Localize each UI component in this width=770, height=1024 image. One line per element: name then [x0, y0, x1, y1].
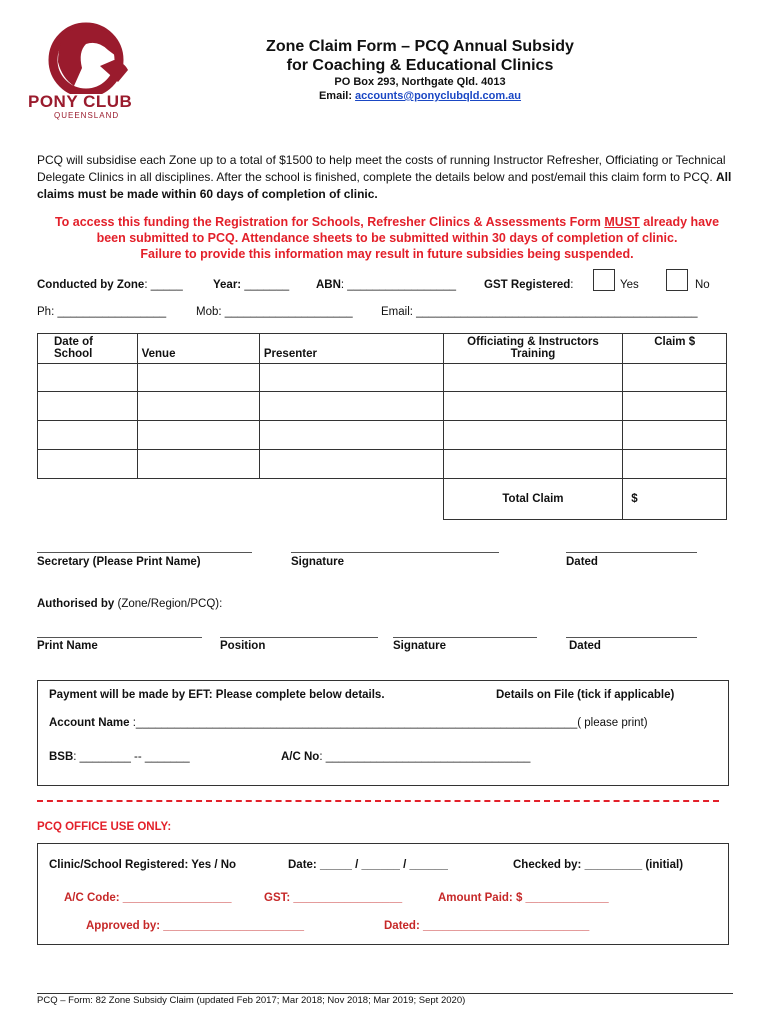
- col-presenter: Presenter: [259, 334, 443, 364]
- gst-no-label: No: [695, 279, 710, 291]
- table-row[interactable]: [38, 364, 727, 392]
- authorised-by-label: Authorised by (Zone/Region/PCQ):: [37, 598, 223, 610]
- table-row[interactable]: [38, 450, 727, 479]
- amount-paid-field[interactable]: Amount Paid: $ _____________: [438, 892, 609, 904]
- secretary-signature-label: Signature: [291, 556, 345, 568]
- total-claim-value[interactable]: $: [623, 479, 727, 520]
- email-field[interactable]: Email: ____________________________________________: [381, 306, 698, 318]
- clinic-registered[interactable]: Clinic/School Registered: Yes / No: [49, 859, 237, 871]
- col-date-of-school: Date of School: [38, 334, 138, 364]
- col-venue: Venue: [137, 334, 259, 364]
- checked-by[interactable]: Checked by: _________ (initial): [513, 859, 684, 871]
- office-use-title: PCQ OFFICE USE ONLY:: [37, 821, 172, 833]
- gst-yes-label: Yes: [620, 279, 639, 291]
- print-name-label: Print Name: [37, 640, 98, 652]
- approved-dated-field[interactable]: Dated: __________________________: [384, 920, 590, 932]
- bsb-field[interactable]: BSB: ________ -- _______: [49, 751, 190, 763]
- details-on-file[interactable]: Details on File (tick if applicable): [496, 689, 675, 701]
- intro-paragraph: PCQ will subsidise each Zone up to a total of $1500 to help meet the costs of running Instructor Refresher, Officiating or Technical Delegate Clinics in all disciplines. After the school is finished, complete the details below and post/email this claim form to PCQ. All claims must be made within 60 days of completion of clinic.: [37, 153, 732, 201]
- logo-wordmark: PONY CLUB: [28, 92, 133, 111]
- email-line: Email: accounts@ponyclubqld.com.au: [318, 90, 522, 102]
- authoriser-dated-label: Dated: [569, 640, 601, 652]
- secretary-dated-label: Dated: [566, 556, 598, 568]
- email-link[interactable]: accounts@ponyclubqld.com.au: [355, 90, 522, 102]
- pony-club-logo: [28, 22, 143, 122]
- table-row[interactable]: [38, 421, 727, 450]
- header-contact: [200, 75, 640, 103]
- table-header-row: [38, 334, 727, 364]
- table-row[interactable]: [38, 392, 727, 421]
- authoriser-signature-label: Signature: [393, 640, 447, 652]
- zone-field[interactable]: Conducted by Zone: _____: [37, 279, 183, 291]
- ac-no-field[interactable]: A/C No: ________________________________: [281, 751, 531, 763]
- gst-yes-checkbox[interactable]: [593, 269, 615, 291]
- secretary-name-label: Secretary (Please Print Name): [37, 556, 201, 568]
- horse-head-icon: [28, 22, 143, 94]
- logo-subtext: QUEENSLAND: [54, 111, 120, 120]
- funding-notice: To access this funding the Registration for Schools, Refresher Clinics & Assessments Form MUST already have been submitted to PCQ. Attendance sheets to be submitted within 30 days of completion of clinic. Failure to provide this information may result in future subsidies being suspended.: [54, 215, 720, 261]
- form-title: Zone Claim Form – PCQ Annual Subsidy for Coaching & Educational Clinics: [266, 38, 574, 74]
- year-field[interactable]: Year: _______: [213, 279, 290, 291]
- gst-no-checkbox[interactable]: [666, 269, 688, 291]
- payment-title: Payment will be made by EFT: Please complete below details.: [49, 689, 385, 701]
- abn-field[interactable]: ABN: _________________: [316, 279, 457, 291]
- approved-by-field[interactable]: Approved by: ______________________: [86, 920, 305, 932]
- office-use-box: [37, 843, 729, 945]
- total-claim-label: Total Claim: [443, 479, 623, 520]
- office-separator: [37, 800, 719, 802]
- gst-label: GST Registered:: [484, 279, 574, 291]
- form-footer: PCQ – Form: 82 Zone Subsidy Claim (updated Feb 2017; Mar 2018; Nov 2018; Mar 2019; Sept 2020): [37, 995, 466, 1006]
- ac-code-field[interactable]: A/C Code: _________________: [64, 892, 232, 904]
- intro-deadline: All claims must be made within 60 days of completion of clinic.: [37, 170, 732, 201]
- col-officiating: Officiating & Instructors Training: [443, 334, 623, 364]
- phone-field[interactable]: Ph: _________________: [37, 306, 167, 318]
- account-name-field[interactable]: Account Name :_____________________________________________________________________( please print): [49, 717, 648, 729]
- mobile-field[interactable]: Mob: ____________________: [196, 306, 353, 318]
- office-date[interactable]: Date: _____ / ______ / ______: [288, 859, 448, 871]
- position-label: Position: [220, 640, 266, 652]
- payment-details-box: [37, 680, 729, 786]
- postal-address: PO Box 293, Northgate Qld. 4013: [334, 76, 506, 88]
- col-claim: Claim $: [623, 334, 727, 364]
- gst-field[interactable]: GST: _________________: [264, 892, 403, 904]
